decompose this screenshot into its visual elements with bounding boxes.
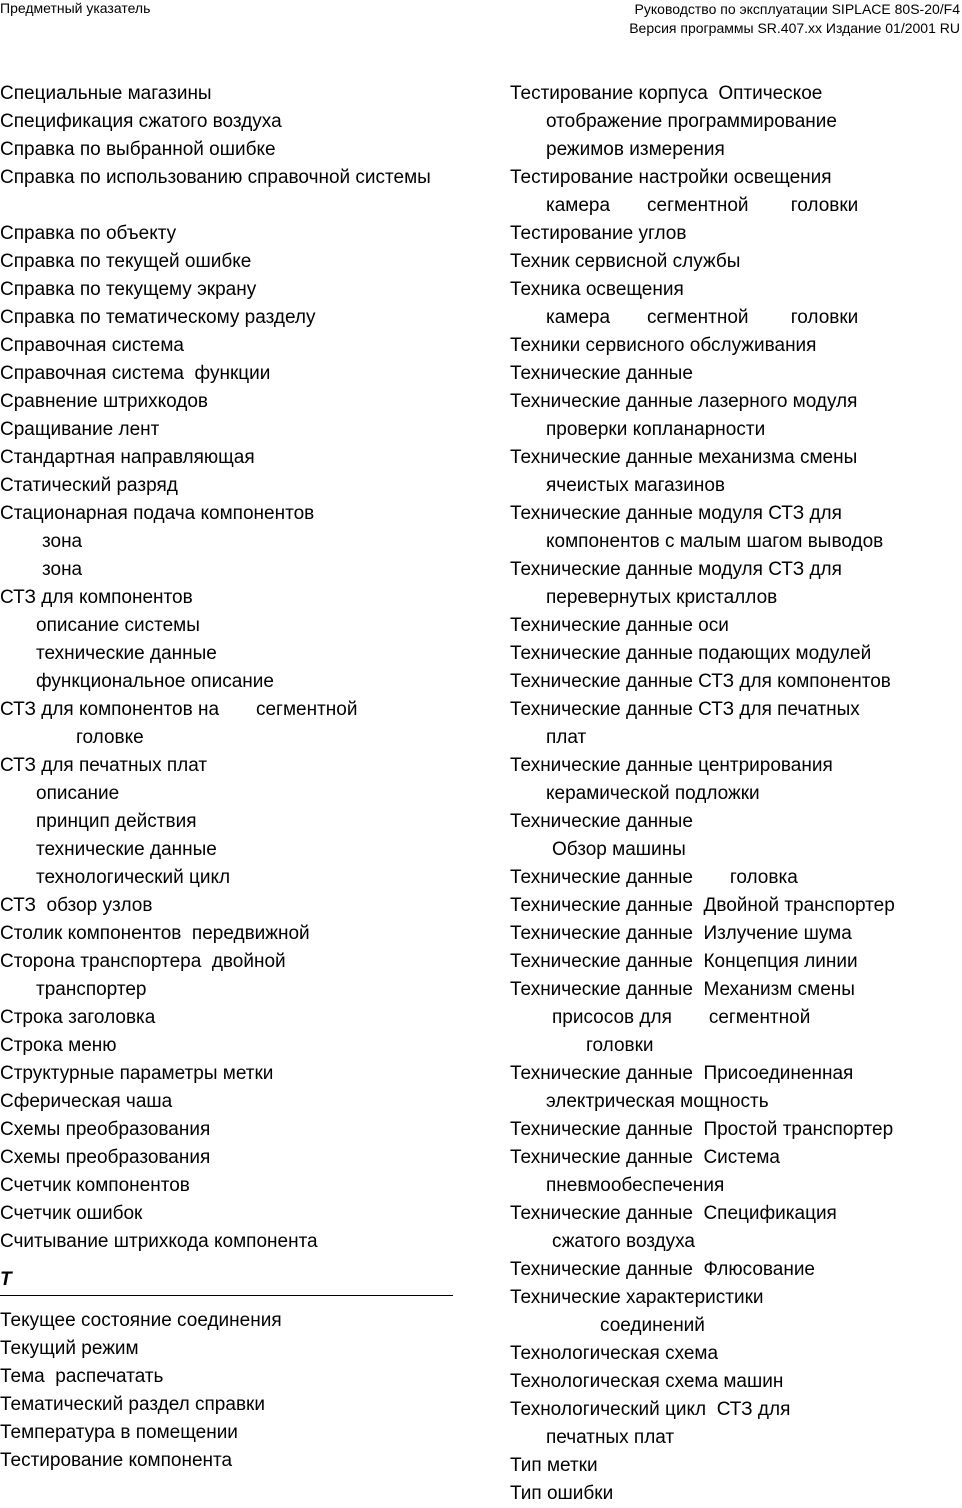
index-subentry: сжатого воздуха — [552, 1231, 695, 1252]
index-subentry: камера сегментной головки — [546, 307, 859, 328]
index-entry: Технологическая схема машин — [510, 1371, 784, 1392]
index-entry: Строка заголовка — [0, 1007, 156, 1028]
header-right-block — [629, 0, 960, 38]
index-entry: Технические данные СТЗ для компонентов — [510, 671, 891, 692]
index-entry: Специальные магазины — [0, 83, 212, 104]
index-entry: Строка меню — [0, 1035, 117, 1056]
index-entry: Справочная система — [0, 335, 184, 356]
index-subentry: печатных плат — [546, 1427, 675, 1448]
index-subentry: соединений — [600, 1315, 705, 1336]
index-column-left — [0, 80, 470, 1475]
index-entry: Счетчик ошибок — [0, 1203, 143, 1224]
header-version-edition: Версия программы SR.407.xx Издание 01/2001 RU — [629, 20, 960, 36]
index-entry: Технические данные головка — [510, 867, 798, 888]
index-subentry: функциональное описание — [36, 671, 274, 692]
index-entry: Технические данные модуля СТЗ для — [510, 559, 842, 580]
index-entry: Технические данные оси — [510, 615, 729, 636]
index-subentry: керамической подложки — [546, 783, 760, 804]
index-entry: Справка по объекту — [0, 223, 177, 244]
index-subentry: описание — [36, 783, 120, 804]
index-entry: Тематический раздел справки — [0, 1394, 265, 1415]
index-entry: Тема распечатать — [0, 1366, 164, 1387]
index-entry: Справка по использованию справочной системы — [0, 167, 431, 188]
index-entry: Статический разряд — [0, 475, 178, 496]
index-subentry: перевернутых кристаллов — [546, 587, 778, 608]
index-gap — [0, 192, 470, 220]
index-subentry: зона — [42, 531, 83, 552]
index-entry: Техник сервисной службы — [510, 251, 741, 272]
index-subentry: электрическая мощность — [546, 1091, 769, 1112]
index-entry: Температура в помещении — [0, 1422, 238, 1443]
index-entry: СТЗ для компонентов на сегментной — [0, 699, 358, 720]
index-entry: Схемы преобразования — [0, 1147, 211, 1168]
index-entry: Технологический цикл СТЗ для — [510, 1399, 791, 1420]
index-entry: Структурные параметры метки — [0, 1063, 274, 1084]
index-entry: Технические данные Двойной транспортер — [510, 895, 895, 916]
index-entry: Технические данные Присоединенная — [510, 1063, 854, 1084]
index-entry: Техники сервисного обслуживания — [510, 335, 817, 356]
index-entry: Технические данные Механизм смены — [510, 979, 855, 1000]
index-entry: Тестирование углов — [510, 223, 687, 244]
index-entry: Технические данные центрирования — [510, 755, 833, 776]
index-subentry: принцип действия — [36, 811, 197, 832]
index-entry: Справка по выбранной ошибке — [0, 139, 276, 160]
index-entry: Справка по тематическому разделу — [0, 307, 316, 328]
index-subentry: технические данные — [36, 643, 217, 664]
index-entry: Технические данные — [510, 363, 693, 384]
index-entry: Тип метки — [510, 1455, 598, 1476]
index-entry: Спецификация сжатого воздуха — [0, 111, 282, 132]
index-entry: СТЗ для компонентов — [0, 587, 193, 608]
index-entry: Счетчик компонентов — [0, 1175, 190, 1196]
index-entry: Схемы преобразования — [0, 1119, 211, 1140]
index-entry: Тип ошибки — [510, 1483, 614, 1504]
index-entry: Стационарная подача компонентов — [0, 503, 315, 524]
index-entry: Тестирование компонента — [0, 1450, 233, 1471]
index-entry: Технические данные подающих модулей — [510, 643, 872, 664]
index-subentry: транспортер — [36, 979, 147, 1000]
index-list-left — [0, 80, 470, 1256]
index-subentry: отображение программирование — [546, 111, 837, 132]
index-entry: Столик компонентов передвижной — [0, 923, 310, 944]
index-entry: Текущий режим — [0, 1338, 139, 1359]
index-subentry: компонентов с малым шагом выводов — [546, 531, 884, 552]
index-subentry: режимов измерения — [546, 139, 725, 160]
index-entry: Справка по текущей ошибке — [0, 251, 252, 272]
index-subentry: зона — [42, 559, 83, 580]
index-entry: СТЗ обзор узлов — [0, 895, 153, 916]
index-entry: Тестирование корпуса Оптическое — [510, 83, 823, 104]
index-entry: Справочная система функции — [0, 363, 271, 384]
index-entry: Считывание штрихкода компонента — [0, 1231, 318, 1252]
index-entry: Сферическая чаша — [0, 1091, 173, 1112]
index-entry: Текущее состояние соединения — [0, 1310, 282, 1331]
index-list-left-after — [0, 1307, 470, 1475]
index-subentry: ячеистых магазинов — [546, 475, 725, 496]
index-entry: Технические данные Система — [510, 1147, 780, 1168]
section-letter-heading: Т — [0, 1268, 453, 1296]
index-subentry: камера сегментной головки — [546, 195, 859, 216]
index-subentry: головки — [586, 1035, 654, 1056]
index-subentry: Обзор машины — [552, 839, 686, 860]
index-subentry: проверки копланарности — [546, 419, 766, 440]
index-subentry: головке — [76, 727, 144, 748]
index-entry: Сравнение штрихкодов — [0, 391, 209, 412]
index-entry: Технические данные Концепция линии — [510, 951, 858, 972]
index-subentry: технологический цикл — [36, 867, 231, 888]
index-subentry: описание системы — [36, 615, 200, 636]
index-subentry: пневмообеспечения — [546, 1175, 725, 1196]
index-list-right — [510, 80, 960, 1508]
index-entry: Технические данные механизма смены — [510, 447, 858, 468]
index-entry: СТЗ для печатных плат — [0, 755, 208, 776]
index-entry: Технические данные Простой транспортер — [510, 1119, 894, 1140]
index-subentry: плат — [546, 727, 587, 748]
index-entry: Технические данные — [510, 811, 693, 832]
index-entry: Тестирование настройки освещения — [510, 167, 832, 188]
index-entry: Справка по текущему экрану — [0, 279, 257, 300]
index-entry: Технические данные Излучение шума — [510, 923, 852, 944]
index-entry: Техника освещения — [510, 279, 684, 300]
index-subentry: технические данные — [36, 839, 217, 860]
index-entry: Технические характеристики — [510, 1287, 764, 1308]
index-entry: Технические данные Спецификация — [510, 1203, 837, 1224]
index-entry: Технические данные модуля СТЗ для — [510, 503, 842, 524]
header-left-title: Предметный указатель — [0, 0, 151, 16]
index-entry: Стандартная направляющая — [0, 447, 255, 468]
index-subentry: присосов для сегментной — [552, 1007, 811, 1028]
index-entry: Технические данные СТЗ для печатных — [510, 699, 860, 720]
index-entry: Сращивание лент — [0, 419, 160, 440]
index-entry: Технические данные Флюсование — [510, 1259, 816, 1280]
index-entry: Технические данные лазерного модуля — [510, 391, 858, 412]
index-column-right — [510, 80, 960, 1508]
index-entry: Сторона транспортера двойной — [0, 951, 286, 972]
header-manual-title: Руководство по эксплуатации SIPLACE 80S-20/F4 — [634, 1, 960, 17]
index-entry: Технологическая схема — [510, 1343, 719, 1364]
